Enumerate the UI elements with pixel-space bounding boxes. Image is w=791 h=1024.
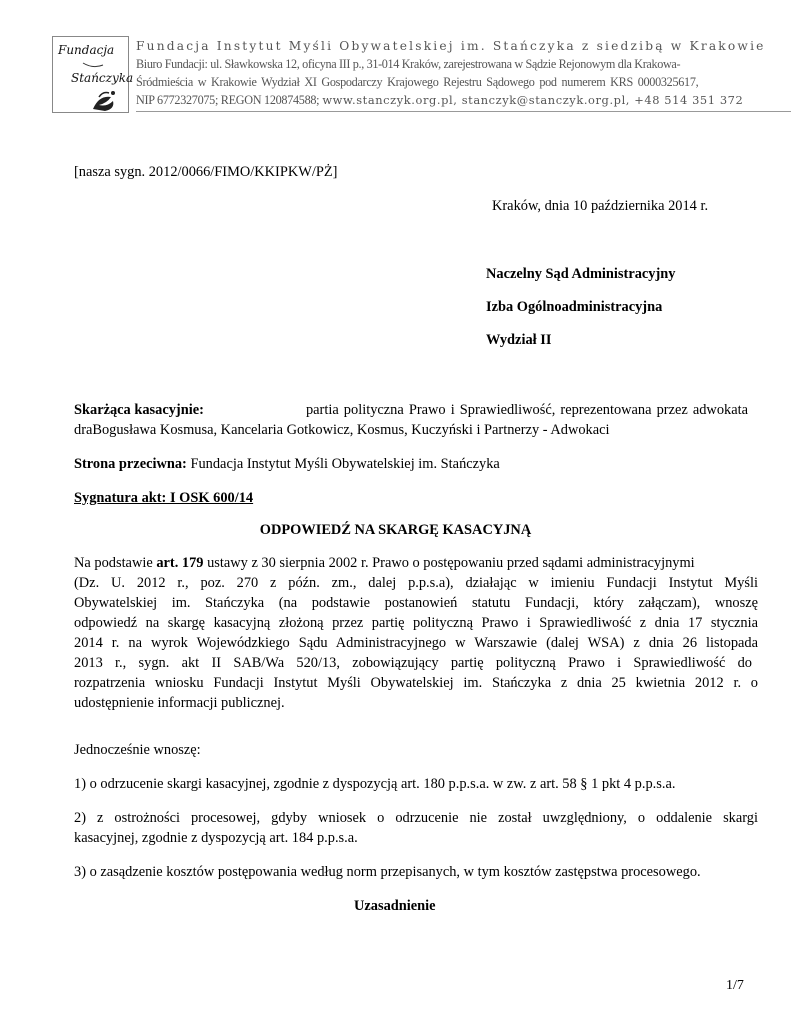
foundation-logo bbox=[52, 36, 134, 113]
main-paragraph bbox=[74, 553, 758, 713]
letterhead-registry: Śródmieścia w Krakowie Wydział XI Gospodarczy Krajowego Rejestru Sądowego pod numerem KRS 0000325617, bbox=[136, 75, 699, 89]
logo-text-stanczyka: Stańczyka bbox=[71, 71, 134, 85]
letterhead-text bbox=[136, 37, 766, 109]
logo-text-fundacja: Fundacja bbox=[58, 43, 115, 57]
paragraph-line: rozpatrzenia wniosku Fundacji Instytut Myśli Obywatelskiej im. Stańczyka z dnia 25 kwietnia 2012 r. o bbox=[74, 675, 758, 691]
case-number: Sygnatura akt: I OSK 600/14 bbox=[74, 490, 254, 506]
document-title: ODPOWIEDŹ NA SKARGĘ KASACYJNĄ bbox=[259, 522, 532, 538]
letterhead-address: Biuro Fundacji: ul. Sławkowska 12, oficyna III p., 31-014 Kraków, zarejestrowana w Sądzie Rejonowym dla Krakowa- bbox=[136, 57, 681, 71]
page-number: 1/7 bbox=[726, 978, 744, 993]
date-line: Kraków, dnia 10 października 2014 r. bbox=[492, 198, 709, 214]
request-item-2-line2: kasacyjnej, zgodnie z dyspozycją art. 184 p.p.s.a. bbox=[74, 830, 358, 846]
addressee-division: Wydział II bbox=[486, 332, 552, 348]
opponent-line bbox=[74, 454, 500, 474]
request-item-3: 3) o zasądzenie kosztów postępowania według norm przepisanych, w tym kosztów zastępstwa procesowego. bbox=[74, 864, 701, 880]
paragraph-line-start bbox=[74, 553, 695, 573]
letterhead-web-contact: www.stanczyk.org.pl, stanczyk@stanczyk.org.pl, +48 514 351 372 bbox=[322, 93, 744, 107]
paragraph-line: 2014 r. na wyrok Wojewódzkiego Sądu Administracyjnego w Warszawie (dalej WSA) z dnia 26 listopada bbox=[74, 635, 758, 651]
paragraph-line: (Dz. U. 2012 r., poz. 270 z późn. zm., dalej p.p.s.a), działając w imieniu Fundacji Instytut Myśli bbox=[74, 575, 758, 591]
text-span: ustawy z 30 sierpnia 2002 r. Prawo o postępowaniu przed sądami administracyjnymi bbox=[203, 555, 695, 571]
appellant-label: Skarżąca kasacyjnie: bbox=[74, 402, 204, 418]
letterhead-org-name: Fundacja Instytut Myśli Obywatelskiej im. Stańczyka z siedzibą w Krakowie bbox=[136, 39, 766, 53]
appellant-line bbox=[74, 400, 748, 420]
paragraph-line: Obywatelskiej im. Stańczyka (na podstawie postanowień statutu Fundacji, który załączam), wnoszę bbox=[74, 595, 758, 611]
paragraph-line bbox=[74, 553, 758, 573]
opponent-label: Strona przeciwna: bbox=[74, 456, 187, 472]
letterhead bbox=[52, 28, 766, 112]
paragraph-line: odpowiedź na skargę kasacyjną złożoną przez partię polityczną Prawo i Sprawiedliwość z dnia 17 stycznia bbox=[74, 615, 758, 631]
request-item-2 bbox=[74, 808, 758, 848]
reference-number: [nasza sygn. 2012/0066/FIMO/KKIPKW/PŻ] bbox=[74, 164, 338, 180]
paragraph-line: 2013 r., sygn. akt II SAB/Wa 520/13, zobowiązujący partię polityczną Prawo i Sprawiedliwość do bbox=[74, 655, 752, 671]
request-item-2-line1: 2) z ostrożności procesowej, gdyby wniosek o odrzucenie nie został uwzględniony, o oddalenie skargi bbox=[74, 810, 758, 826]
request-item-1: 1) o odrzucenie skargi kasacyjnej, zgodnie z dyspozycją art. 180 p.p.s.a. w zw. z art. 58 § 1 pkt 4 p.p.s.a. bbox=[74, 776, 676, 792]
letterhead-divider bbox=[136, 111, 791, 112]
section-heading: Uzasadnienie bbox=[354, 898, 436, 914]
requests-intro: Jednocześnie wnoszę: bbox=[74, 742, 201, 758]
appellant-text: partia polityczna Prawo i Sprawiedliwość, reprezentowana przez adwokata bbox=[305, 402, 748, 418]
addressee-court: Naczelny Sąd Administracyjny bbox=[486, 266, 676, 282]
appellant-representative: draBogusława Kosmusa, Kancelaria Gotkowicz, Kosmus, Kuczyński i Partnerzy - Adwokaci bbox=[74, 422, 610, 438]
opponent-text: Fundacja Instytut Myśli Obywatelskiej im. Stańczyka bbox=[190, 456, 500, 472]
letterhead-ids: NIP 6772327075; REGON 120874588; bbox=[136, 93, 320, 107]
addressee-chamber: Izba Ogólnoadministracyjna bbox=[486, 299, 663, 315]
letterhead-contact bbox=[136, 91, 746, 109]
paragraph-line: udostępnienie informacji publicznej. bbox=[74, 695, 285, 711]
article-ref: art. 179 bbox=[156, 555, 204, 571]
text-span: Na podstawie bbox=[74, 555, 157, 571]
